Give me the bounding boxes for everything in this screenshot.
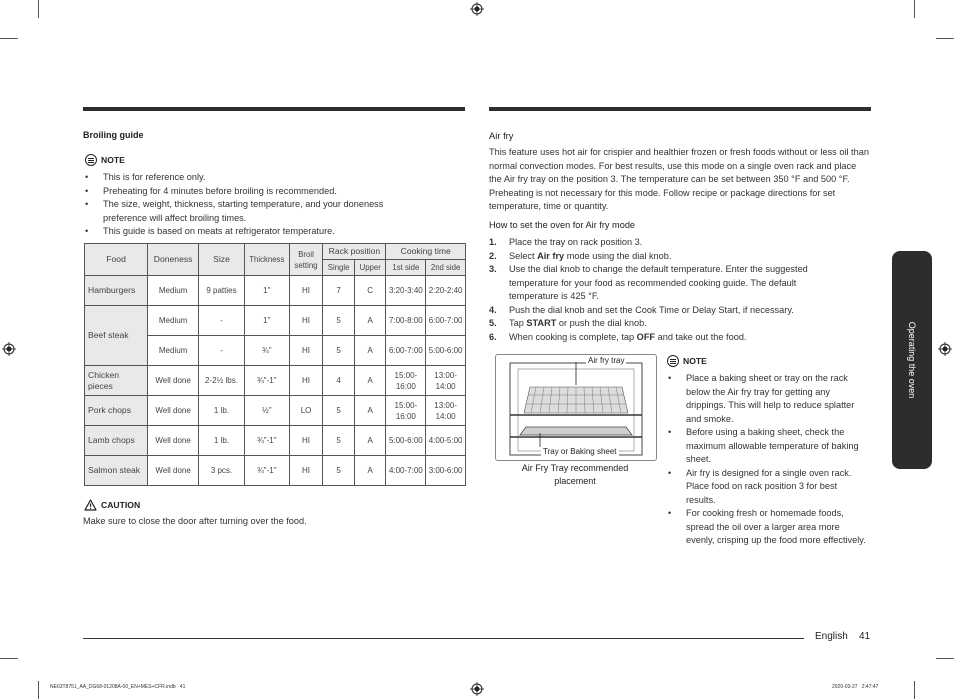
cell-upper: A (354, 366, 386, 396)
cell-food: Hamburgers (85, 276, 148, 306)
cell-broil: HI (289, 456, 323, 486)
step-text: Use the dial knob to change the default temperature. Enter the suggested temperature for your food as recommended cooking guide. The default temperature is 425 °F. (509, 264, 808, 301)
cell-second: 4:00-5:00 (426, 426, 466, 456)
cell-thickness: 1" (244, 276, 289, 306)
cell-single: 7 (323, 276, 355, 306)
crop-mark (38, 0, 39, 18)
cell-second: 2:20-2:40 (426, 276, 466, 306)
registration-mark-icon (938, 342, 952, 356)
crop-mark (914, 681, 915, 699)
cell-upper: A (354, 456, 386, 486)
cell-doneness: Well done (148, 396, 199, 426)
figure-caption: Air Fry Tray recommended placement (521, 463, 629, 486)
section-bar-right (489, 107, 871, 111)
cell-first: 15:00-16:00 (386, 366, 426, 396)
step-text: and take out the food. (655, 331, 747, 342)
cell-doneness: Medium (148, 276, 199, 306)
howto-title: How to set the oven for Air fry mode (489, 220, 636, 230)
list-item: • This guide is based on meats at refrigerator temperature. (83, 225, 423, 239)
step-text: Push the dial knob and set the Cook Time or Delay Start, if necessary. (509, 304, 794, 315)
air-fry-intro: This feature uses hot air for crispier and healthier frozen or fresh foods without or less oil than normal convection modes. For best results, use this mode on a single oven rack and place the Air fry tray on the position 3. The temperature can be set between 350 °F and 500 °F. Preheating is not necessary for this mode. Follow recipe or package directions for set temperature, time or quantity. (489, 147, 869, 211)
cell-food: Chicken pieces (85, 366, 148, 396)
cell-second: 13:00-14:00 (426, 366, 466, 396)
cell-single: 4 (323, 366, 355, 396)
cell-thickness: ¾"-1" (244, 366, 289, 396)
step-text: When cooking is complete, tap (509, 331, 637, 342)
step-number: 6. (489, 331, 497, 342)
step-item (489, 263, 844, 304)
cell-food: Pork chops (85, 396, 148, 426)
broiling-guide-title: Broiling guide (83, 130, 144, 140)
list-item: • Preheating for 4 minutes before broiling is recommended. (83, 185, 423, 199)
step-item (489, 250, 844, 264)
table-row (85, 426, 466, 456)
cell-upper: A (354, 336, 386, 366)
cell-first: 5:00-6:00 (386, 426, 426, 456)
cell-size: 1 lb. (199, 396, 245, 426)
step-item (489, 317, 844, 331)
step-number: 1. (489, 237, 497, 247)
air-fry-notes-list (666, 372, 866, 548)
step-item (489, 304, 844, 318)
cell-second: 5:00-6:00 (426, 336, 466, 366)
list-item: • For cooking fresh or homemade foods, spread the oil over a larger area more evenly, crisping up the food more effectively. (666, 507, 866, 548)
table-row (85, 276, 466, 306)
step-text: or push the dial knob. (556, 318, 647, 328)
cell-size: - (199, 336, 245, 366)
note-label: NOTE (101, 155, 125, 165)
cell-size: 3 pcs. (199, 456, 245, 486)
caution-icon (84, 499, 97, 511)
cell-single: 5 (323, 426, 355, 456)
caution-heading (84, 499, 140, 511)
broiling-guide-table (84, 243, 466, 486)
cell-broil: HI (289, 366, 323, 396)
cell-size: - (199, 306, 245, 336)
cell-thickness: ¾"-1" (244, 426, 289, 456)
page-number: 41 (859, 631, 871, 642)
cell-broil: HI (289, 306, 323, 336)
cell-first: 4:00-7:00 (386, 456, 426, 486)
header-thickness: Thickness (244, 244, 289, 276)
broiling-notes-list (83, 171, 423, 239)
header-broil-setting: Broil setting (289, 244, 323, 276)
registration-mark-icon (2, 342, 16, 356)
table-row (85, 306, 466, 336)
oven-rack-illustration (496, 355, 656, 460)
print-slug-file: NE63T8751_AA_DG68-01208A-00_EN+MES+CFR.indb 41 (50, 684, 186, 690)
step-bold: OFF (636, 331, 656, 342)
header-cooking-time: Cooking time (386, 244, 466, 260)
cell-size: 9 patties (199, 276, 245, 306)
cell-first: 15:00-16:00 (386, 396, 426, 426)
caution-text: Make sure to close the door after turning over the food. (83, 516, 307, 526)
header-time-first: 1st side (386, 260, 426, 276)
cell-thickness: 1" (244, 306, 289, 336)
crop-mark (0, 38, 18, 39)
note-heading (85, 154, 125, 166)
cell-broil: HI (289, 336, 323, 366)
note-icon (85, 154, 97, 166)
header-doneness: Doneness (148, 244, 199, 276)
cell-first: 3:20-3:40 (386, 276, 426, 306)
cell-single: 5 (323, 456, 355, 486)
registration-mark-icon (470, 2, 484, 16)
steps-list (489, 236, 844, 344)
header-time-second: 2nd side (426, 260, 466, 276)
step-item (489, 236, 844, 250)
crop-mark (38, 681, 39, 699)
chapter-tab-label: Operating the oven (907, 321, 917, 399)
list-item: • Place a baking sheet or tray on the rack below the Air fry tray for getting any drippings. This will help to reduce splatter and smoke. (666, 372, 866, 426)
cell-size: 2-2½ lbs. (199, 366, 245, 396)
cell-thickness: ¾"-1" (244, 456, 289, 486)
cell-single: 5 (323, 306, 355, 336)
cell-food: Beef steak (85, 306, 148, 366)
step-number: 4. (489, 304, 497, 315)
registration-mark-icon (470, 682, 484, 696)
table-row (85, 396, 466, 426)
crop-mark (914, 0, 915, 18)
crop-mark (936, 658, 954, 659)
header-rack-upper: Upper (354, 260, 386, 276)
cell-broil: HI (289, 426, 323, 456)
cell-thickness: ¾" (244, 336, 289, 366)
label-air-fry-tray: Air fry tray (588, 356, 625, 365)
cell-first: 7:00-8:00 (386, 306, 426, 336)
cell-size: 1 lb. (199, 426, 245, 456)
list-item: • The size, weight, thickness, starting temperature, and your doneness preference will affect broiling times. (83, 198, 423, 225)
list-item: • This is for reference only. (83, 171, 423, 185)
cell-second: 6:00-7:00 (426, 306, 466, 336)
cell-doneness: Well done (148, 426, 199, 456)
cell-single: 5 (323, 336, 355, 366)
label-baking-sheet: Tray or Baking sheet (543, 447, 617, 456)
table-row (85, 366, 466, 396)
cell-first: 6:00-7:00 (386, 336, 426, 366)
print-slug-date: 2020-03-27 2:47:47 (832, 684, 879, 690)
step-text: Place the tray on rack position 3. (509, 237, 643, 247)
cell-upper: A (354, 396, 386, 426)
step-text: mode using the dial knob. (564, 250, 672, 261)
cell-upper: A (354, 426, 386, 456)
step-text: Select (509, 250, 538, 261)
cell-broil: HI (289, 276, 323, 306)
cell-doneness: Well done (148, 456, 199, 486)
footer-rule (83, 638, 804, 639)
header-rack-single: Single (323, 260, 355, 276)
step-bold: Air fry (537, 250, 565, 261)
cell-second: 3:00-6:00 (426, 456, 466, 486)
crop-mark (936, 38, 954, 39)
list-item: • Before using a baking sheet, check the maximum allowable temperature of baking sheet. (666, 426, 866, 467)
header-size: Size (199, 244, 245, 276)
footer-language: English (815, 631, 848, 642)
note-label: NOTE (683, 356, 707, 366)
header-food: Food (85, 244, 148, 276)
step-number: 3. (489, 264, 497, 274)
air-fry-title: Air fry (489, 130, 514, 141)
note-icon (667, 355, 679, 367)
header-rack-position: Rack position (323, 244, 386, 260)
step-number: 2. (489, 250, 497, 261)
step-item (489, 331, 844, 345)
crop-mark (0, 658, 18, 659)
note-heading (667, 355, 707, 367)
air-fry-figure (495, 354, 657, 461)
section-bar-left (83, 107, 465, 111)
step-bold: START (526, 318, 557, 328)
cell-doneness: Medium (148, 336, 199, 366)
cell-food: Salmon steak (85, 456, 148, 486)
cell-upper: A (354, 306, 386, 336)
cell-second: 13:00-14:00 (426, 396, 466, 426)
chapter-tab (892, 251, 932, 469)
table-row (85, 456, 466, 486)
step-number: 5. (489, 318, 497, 328)
cell-food: Lamb chops (85, 426, 148, 456)
cell-thickness: ½" (244, 396, 289, 426)
list-item: • Air fry is designed for a single oven rack. Place food on rack position 3 for best results. (666, 467, 866, 508)
caution-label: CAUTION (101, 500, 141, 510)
cell-upper: C (354, 276, 386, 306)
cell-doneness: Well done (148, 366, 199, 396)
table-header-row (85, 244, 466, 260)
cell-doneness: Medium (148, 306, 199, 336)
cell-single: 5 (323, 396, 355, 426)
cell-broil: LO (289, 396, 323, 426)
step-text: Tap (509, 318, 527, 328)
